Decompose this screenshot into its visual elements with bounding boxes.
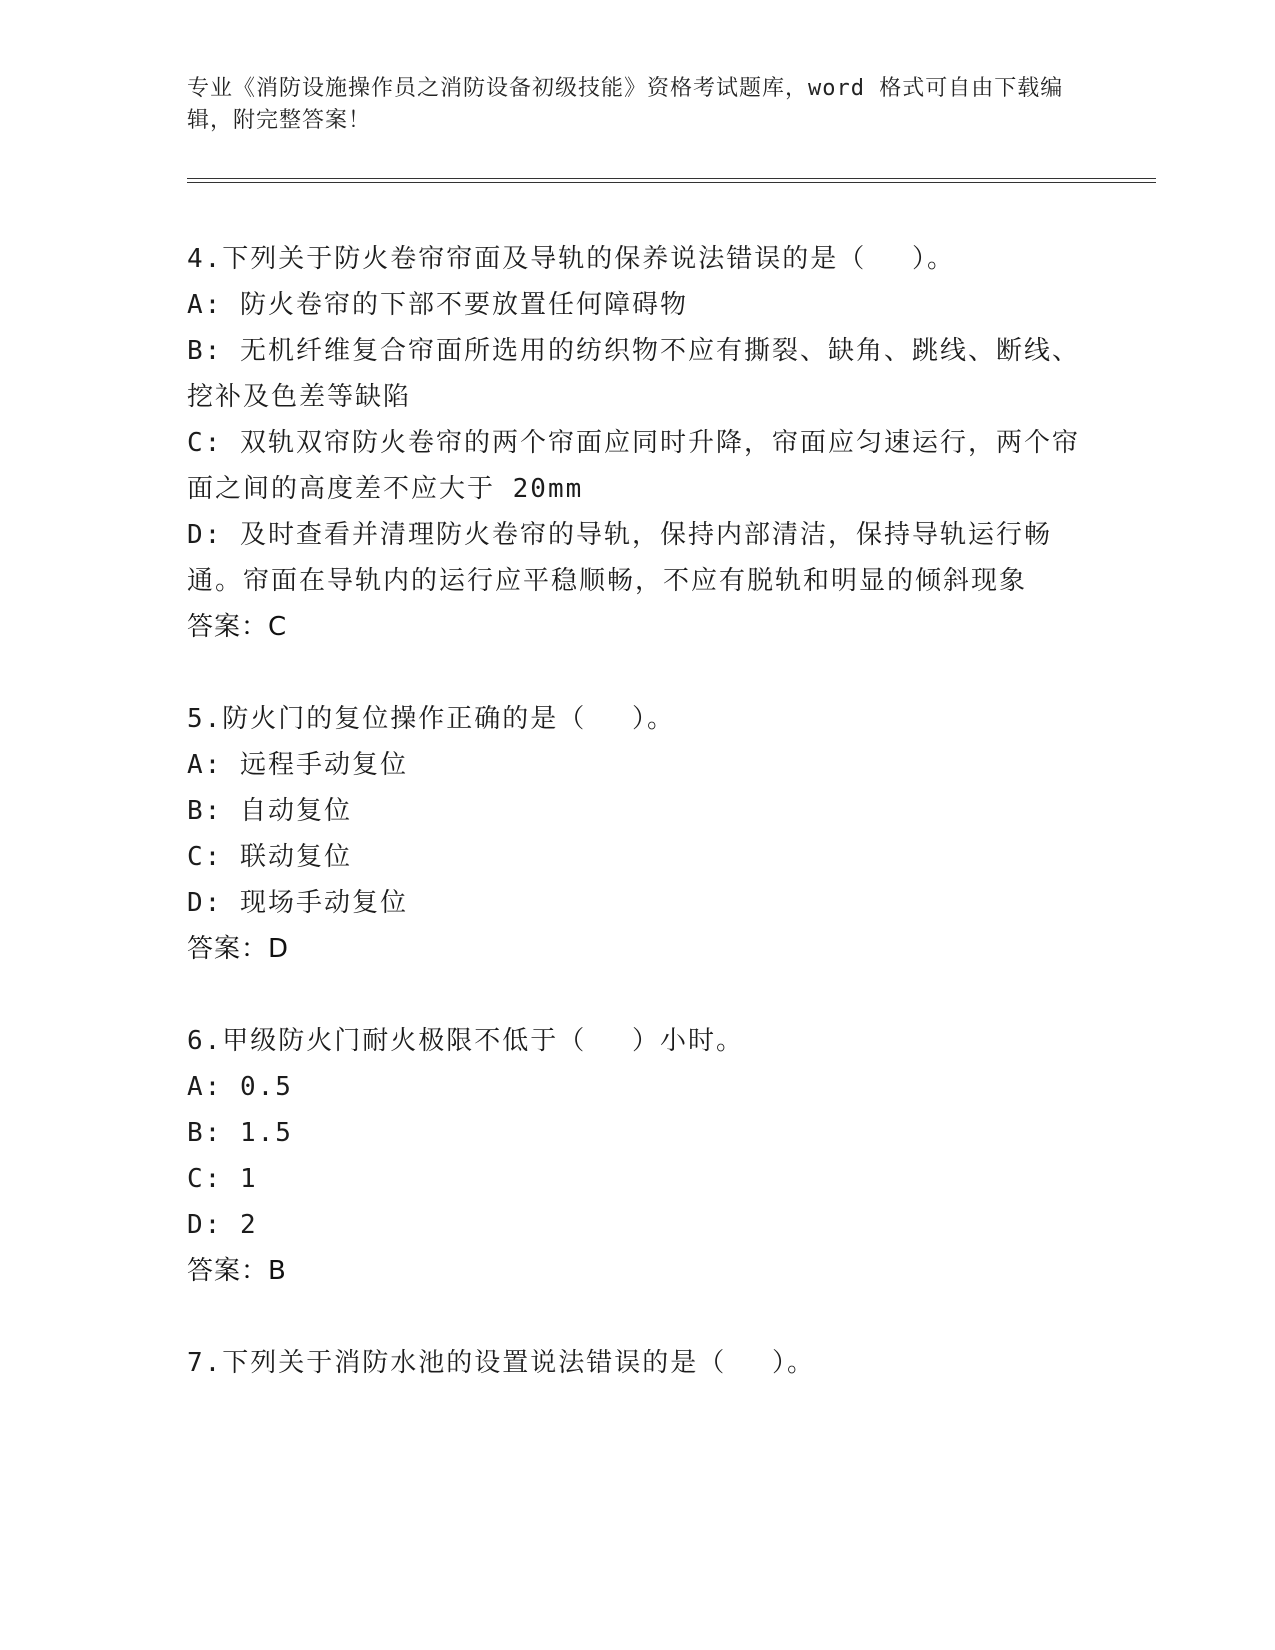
question-stem: 5.防火门的复位操作正确的是（ ）。 bbox=[187, 704, 675, 734]
question-7 bbox=[187, 1340, 1087, 1386]
option-a: A: 0.5 bbox=[187, 1072, 293, 1102]
answer-label: 答案：D bbox=[187, 934, 290, 964]
option-c: C: 联动复位 bbox=[187, 842, 352, 872]
option-c: C: 双轨双帘防火卷帘的两个帘面应同时升降，帘面应匀速运行，两个帘面之间的高度差不应大于 20mm bbox=[187, 428, 1080, 504]
answer-label: 答案：C bbox=[187, 612, 288, 642]
option-d: D: 现场手动复位 bbox=[187, 888, 408, 918]
question-stem: 6.甲级防火门耐火极限不低于（ ）小时。 bbox=[187, 1026, 744, 1056]
question-stem: 7.下列关于消防水池的设置说法错误的是（ ）。 bbox=[187, 1348, 815, 1378]
option-b: B: 1.5 bbox=[187, 1118, 293, 1148]
question-stem: 4.下列关于防火卷帘帘面及导轨的保养说法错误的是（ ）。 bbox=[187, 244, 955, 274]
option-d: D: 2 bbox=[187, 1210, 258, 1240]
answer-label: 答案：B bbox=[187, 1256, 287, 1286]
question-4 bbox=[187, 236, 1087, 650]
option-b: B: 无机纤维复合帘面所选用的纺织物不应有撕裂、缺角、跳线、断线、挖补及色差等缺陷 bbox=[187, 336, 1080, 412]
option-c: C: 1 bbox=[187, 1164, 258, 1194]
option-a: A: 远程手动复位 bbox=[187, 750, 408, 780]
document-header: 专业《消防设施操作员之消防设备初级技能》资格考试题库，word 格式可自由下载编辑，附完整答案！ bbox=[187, 76, 1064, 133]
option-a: A: 防火卷帘的下部不要放置任何障碍物 bbox=[187, 290, 688, 320]
option-b: B: 自动复位 bbox=[187, 796, 352, 826]
question-5 bbox=[187, 696, 1087, 972]
question-6 bbox=[187, 1018, 1087, 1294]
option-d: D: 及时查看并清理防火卷帘的导轨，保持内部清洁，保持导轨运行畅通。帘面在导轨内的运行应平稳顺畅，不应有脱轨和明显的倾斜现象 bbox=[187, 520, 1052, 596]
question-list bbox=[187, 236, 1087, 1432]
header-divider bbox=[187, 178, 1156, 183]
